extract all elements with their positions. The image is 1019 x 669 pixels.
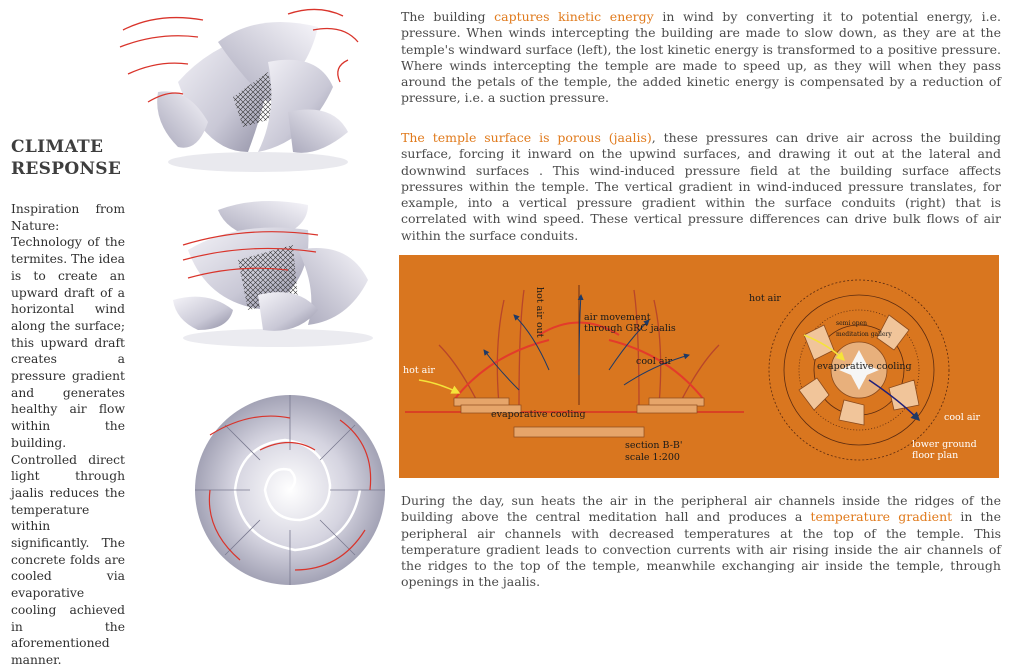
label-meditation-gallery: semi open meditation gallery bbox=[836, 320, 892, 338]
label-plan-title: lower ground floor plan bbox=[912, 439, 977, 461]
paragraph-text: in the peripheral air channels with decreased temperatures at the top of the temple. This temperature gradient leads to convection currents with air rising inside the air channels of the ridges to the top of the temple, meanwhile exchanging air inside the temple, through openings in the jaalis. bbox=[401, 509, 1002, 590]
label-section-scale: scale 1:200 bbox=[625, 452, 680, 463]
paragraph-temperature-gradient bbox=[401, 493, 1001, 591]
paragraph-text: , these pressures can drive air across the building surface, forcing it inward on the upwind surfaces, and drawing it out at the lateral and downwind surfaces . This wind-induced pressure field at the building surface affects pressures within the temple. The vertical gradient in wind-induced pressure translates, for example, into a vertical pressure gradient within the surface conduits (right) that is correlated with wind speed. These vertical pressure differences can drive bulk flows of air within the surface conduits. bbox=[401, 130, 1001, 243]
paragraph-text: During the day, sun heats the air in the peripheral air channels inside the ridges of the building above the central meditation hall and produces a bbox=[401, 493, 1001, 525]
paragraph-text: The building bbox=[401, 9, 495, 24]
label-section-title: section B-B' bbox=[625, 440, 683, 451]
label-cool-air-plan: cool air bbox=[944, 412, 981, 423]
label-air-movement: air movement through GRC jaalis bbox=[584, 312, 676, 334]
temple-wind-elevation-image bbox=[118, 2, 388, 177]
highlight-kinetic-energy: captures kinetic energy bbox=[494, 9, 654, 24]
label-cool-air-section: cool air bbox=[636, 356, 673, 367]
highlight-temperature-gradient: temperature gradient bbox=[810, 509, 953, 525]
paragraph-kinetic-energy bbox=[401, 9, 1001, 107]
ventilation-diagram-panel bbox=[399, 255, 999, 478]
label-hot-air-out: hot air out bbox=[534, 287, 545, 338]
highlight-porous-surface: The temple surface is porous (jaalis) bbox=[401, 130, 652, 145]
temple-top-view-image bbox=[190, 390, 390, 590]
label-hot-air-section: hot air bbox=[403, 365, 435, 376]
label-evaporative-cooling-section: evaporative cooling bbox=[491, 409, 586, 420]
paragraph-text: in wind by converting it to potential energy, i.e. pressure. When winds intercepting the building are made to slow down, as they are at the temple's windward surface (left), the lost kinetic energy is transformed to a positive pressure. Where winds intercepting the temple are made to speed up, as they will when they pass around the petals of the temple, the added kinetic energy is compensated by a reduction of pressure, i.e. a suction pressure. bbox=[401, 9, 1001, 106]
sidebar-description: Inspiration from Nature: Technology of the termites. The idea is to create an upward draft of a horizontal wind along the surface; this upward draft creates a pressure gradient and generates healthy air flow within the building. Controlled direct light through jaalis reduces the temperature within significantly. The concrete folds are cooled via evaporative cooling achieved in the aforementioned manner. bbox=[11, 202, 125, 667]
temple-perspective-image bbox=[158, 190, 383, 350]
section-title: CLIMATE RESPONSE bbox=[11, 137, 122, 179]
paragraph-porous-surface bbox=[401, 130, 1001, 244]
label-evaporative-cooling-plan: evaporative cooling bbox=[817, 361, 912, 372]
label-hot-air-plan: hot air bbox=[749, 293, 781, 304]
